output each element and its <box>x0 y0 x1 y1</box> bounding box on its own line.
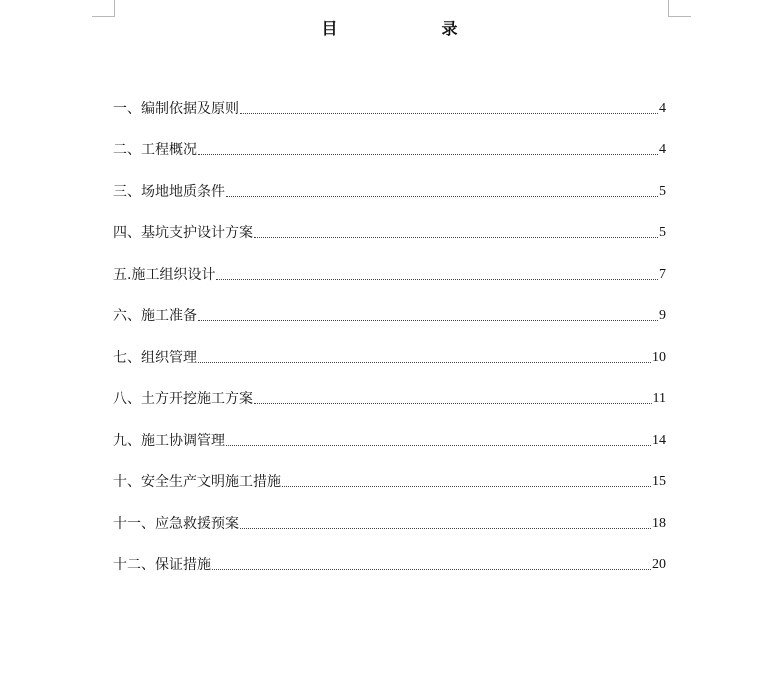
toc-dot-leader <box>254 402 652 404</box>
toc-entry-page: 4 <box>659 100 666 116</box>
toc-entry[interactable] <box>113 242 666 284</box>
toc-dot-leader <box>240 527 651 529</box>
toc-entry[interactable] <box>113 367 666 409</box>
toc-entry[interactable] <box>113 76 666 118</box>
toc-entry[interactable] <box>113 159 666 201</box>
toc-dot-leader <box>212 568 651 570</box>
toc-entry-page: 14 <box>652 432 666 448</box>
toc-entry-label: 六、施工准备 <box>113 308 197 324</box>
toc-entry-page: 18 <box>652 515 666 531</box>
toc-dot-leader <box>198 361 651 363</box>
toc-entry-label: 十一、应急救援预案 <box>113 515 239 532</box>
toc-dot-leader <box>226 195 658 197</box>
toc-entry-page: 5 <box>659 183 666 199</box>
toc-entry-label: 三、场地地质条件 <box>113 183 225 200</box>
toc-entry-label: 五.施工组织设计 <box>113 266 216 283</box>
toc-entry[interactable] <box>113 201 666 243</box>
toc-entry[interactable] <box>113 325 666 367</box>
toc-entry[interactable] <box>113 450 666 492</box>
page-corner-mark-left <box>92 0 115 17</box>
toc-entry-label: 十、安全生产文明施工措施 <box>113 474 281 490</box>
toc-entry-label: 一、编制依据及原则 <box>113 100 239 117</box>
toc-dot-leader <box>216 278 658 280</box>
toc-entry[interactable] <box>113 408 666 450</box>
toc-entry[interactable] <box>113 118 666 160</box>
toc-entry-label: 十二、保证措施 <box>113 557 211 573</box>
toc-dot-leader <box>254 236 658 238</box>
toc-dot-leader <box>240 112 658 114</box>
toc-entry-page: 4 <box>659 142 666 157</box>
toc-entry-page: 9 <box>659 308 666 323</box>
toc-entry-page: 10 <box>652 349 666 365</box>
toc-list <box>113 76 666 574</box>
toc-title: 目 录 <box>321 19 502 38</box>
toc-entry-label: 四、基坑支护设计方案 <box>113 225 253 241</box>
toc-entry-label: 八、土方开挖施工方案 <box>113 391 253 407</box>
toc-entry[interactable] <box>113 284 666 326</box>
page-corner-mark-right <box>668 0 691 17</box>
toc-entry-page: 5 <box>659 225 666 240</box>
toc-entry-page: 7 <box>659 266 666 282</box>
toc-dot-leader <box>282 485 651 487</box>
toc-entry[interactable] <box>113 533 666 575</box>
toc-dot-leader <box>198 153 658 155</box>
toc-entry-page: 15 <box>652 474 666 489</box>
toc-dot-leader <box>226 444 651 446</box>
toc-entry-page: 11 <box>652 391 666 406</box>
toc-entry-label: 二、工程概况 <box>113 142 197 158</box>
toc-entry-page: 20 <box>652 557 666 572</box>
toc-entry-label: 九、施工协调管理 <box>113 432 225 449</box>
toc-entry[interactable] <box>113 491 666 533</box>
toc-entry-label: 七、组织管理 <box>113 349 197 366</box>
toc-dot-leader <box>198 319 658 321</box>
